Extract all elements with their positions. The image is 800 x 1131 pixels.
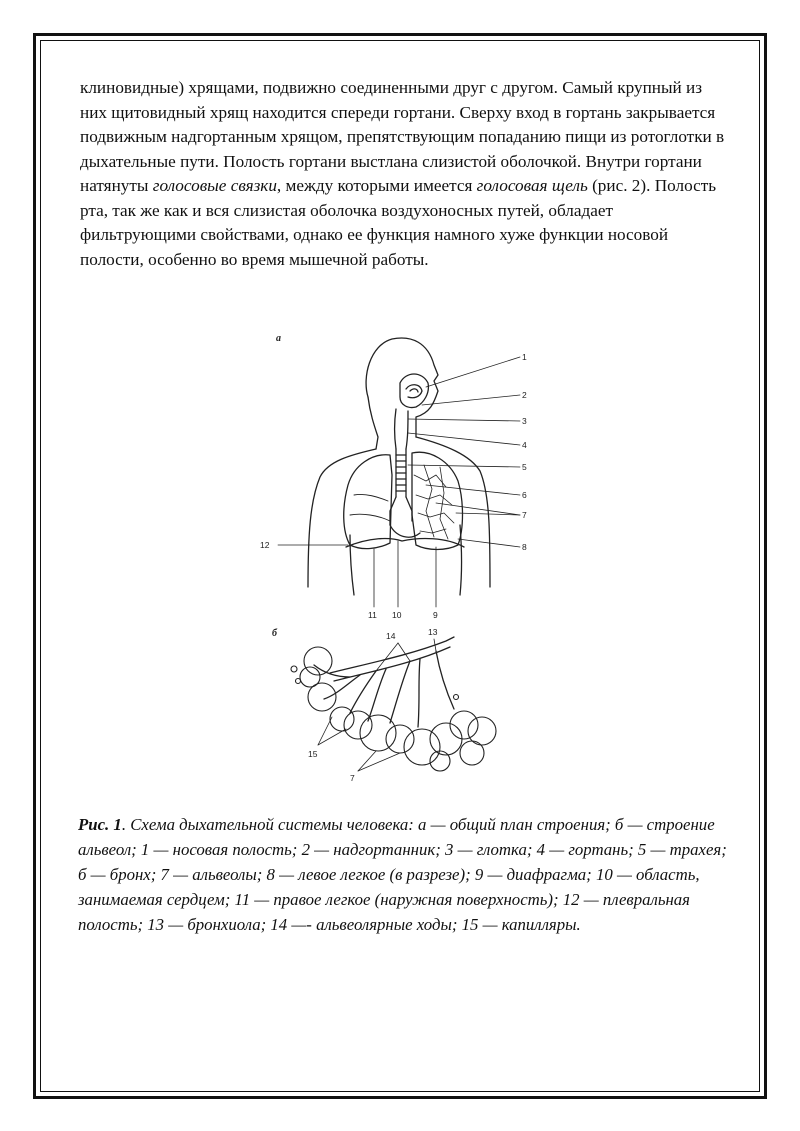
label-2: 2 bbox=[522, 390, 527, 400]
label-8: 8 bbox=[522, 542, 527, 552]
label-5: 5 bbox=[522, 462, 527, 472]
heart-diaphragm bbox=[346, 525, 464, 547]
label-10: 10 bbox=[392, 610, 402, 620]
caption-text: . Схема дыхательной системы человека: а — общий план строения; б — строение альвеол; 1 — носовая полость; 2 — надгортанник; 3 — глотка; 4 — гортань; 5 — трахея; б — бронх; 7 — альвеолы; 8 — левое легкое (в разрезе); 9 — диафрагма; 10 — область, занимаемая сердцем; 11 — правое легкое (наружная поверхность); 12 — плевральная полость; 13 — бронхиола; 14 —- альвеолярные ходы; 15 — капилляры. bbox=[78, 815, 727, 934]
label-12: 12 bbox=[260, 540, 270, 550]
left-lung-section bbox=[412, 452, 463, 549]
paragraph-text-3: (рис. 2). Полость рта, так же как и вся слизистая оболочка воздухоносных путей, обладает фильтрующими свойствами, однако ее функция намного хуже функции носовой полости, особенно во время мышечной работы. bbox=[80, 176, 717, 269]
label-11: 11 bbox=[368, 610, 377, 620]
label-13: 13 bbox=[428, 627, 438, 637]
figure-drawing bbox=[250, 325, 550, 795]
nasal-cavity bbox=[400, 374, 428, 408]
label-15: 15 bbox=[308, 749, 318, 759]
paragraph-text-1: клиновидные) хрящами, подвижно соединенными друг с другом. Самый крупный из них щитовидный хрящ находится спереди гортани. Сверху вход в гортань закрывается подвижным надгортанным хрящом, препятствующим попаданию пищи из ротоглотки в дыхательные пути. Полость гортани выстлана слизистой оболочкой. Внутри гортани натянуты bbox=[80, 78, 725, 195]
body-paragraph bbox=[80, 76, 725, 272]
label-4: 4 bbox=[522, 440, 527, 450]
term-glottis: голосовая щель bbox=[476, 176, 588, 195]
paragraph-text-2: , между которыми имеется bbox=[276, 176, 477, 195]
bronchiole-tree bbox=[314, 637, 454, 727]
airway-trachea bbox=[390, 409, 412, 525]
label-9: 9 bbox=[433, 610, 438, 620]
caption-figure-number: Рис. 1 bbox=[78, 815, 122, 834]
label-7a: 7 bbox=[522, 510, 527, 520]
label-7b: 7 bbox=[350, 773, 355, 783]
figure-respiratory-system bbox=[250, 325, 550, 795]
right-lung bbox=[344, 455, 392, 549]
label-3: 3 bbox=[522, 416, 527, 426]
label-14: 14 bbox=[386, 631, 396, 641]
figure-caption bbox=[78, 812, 728, 937]
term-vocal-cords: голосовые связки bbox=[152, 176, 277, 195]
label-1: 1 bbox=[522, 352, 527, 362]
label-6: 6 bbox=[522, 490, 527, 500]
panel-b-letter: б bbox=[272, 628, 277, 639]
panel-a-letter: а bbox=[276, 333, 281, 344]
